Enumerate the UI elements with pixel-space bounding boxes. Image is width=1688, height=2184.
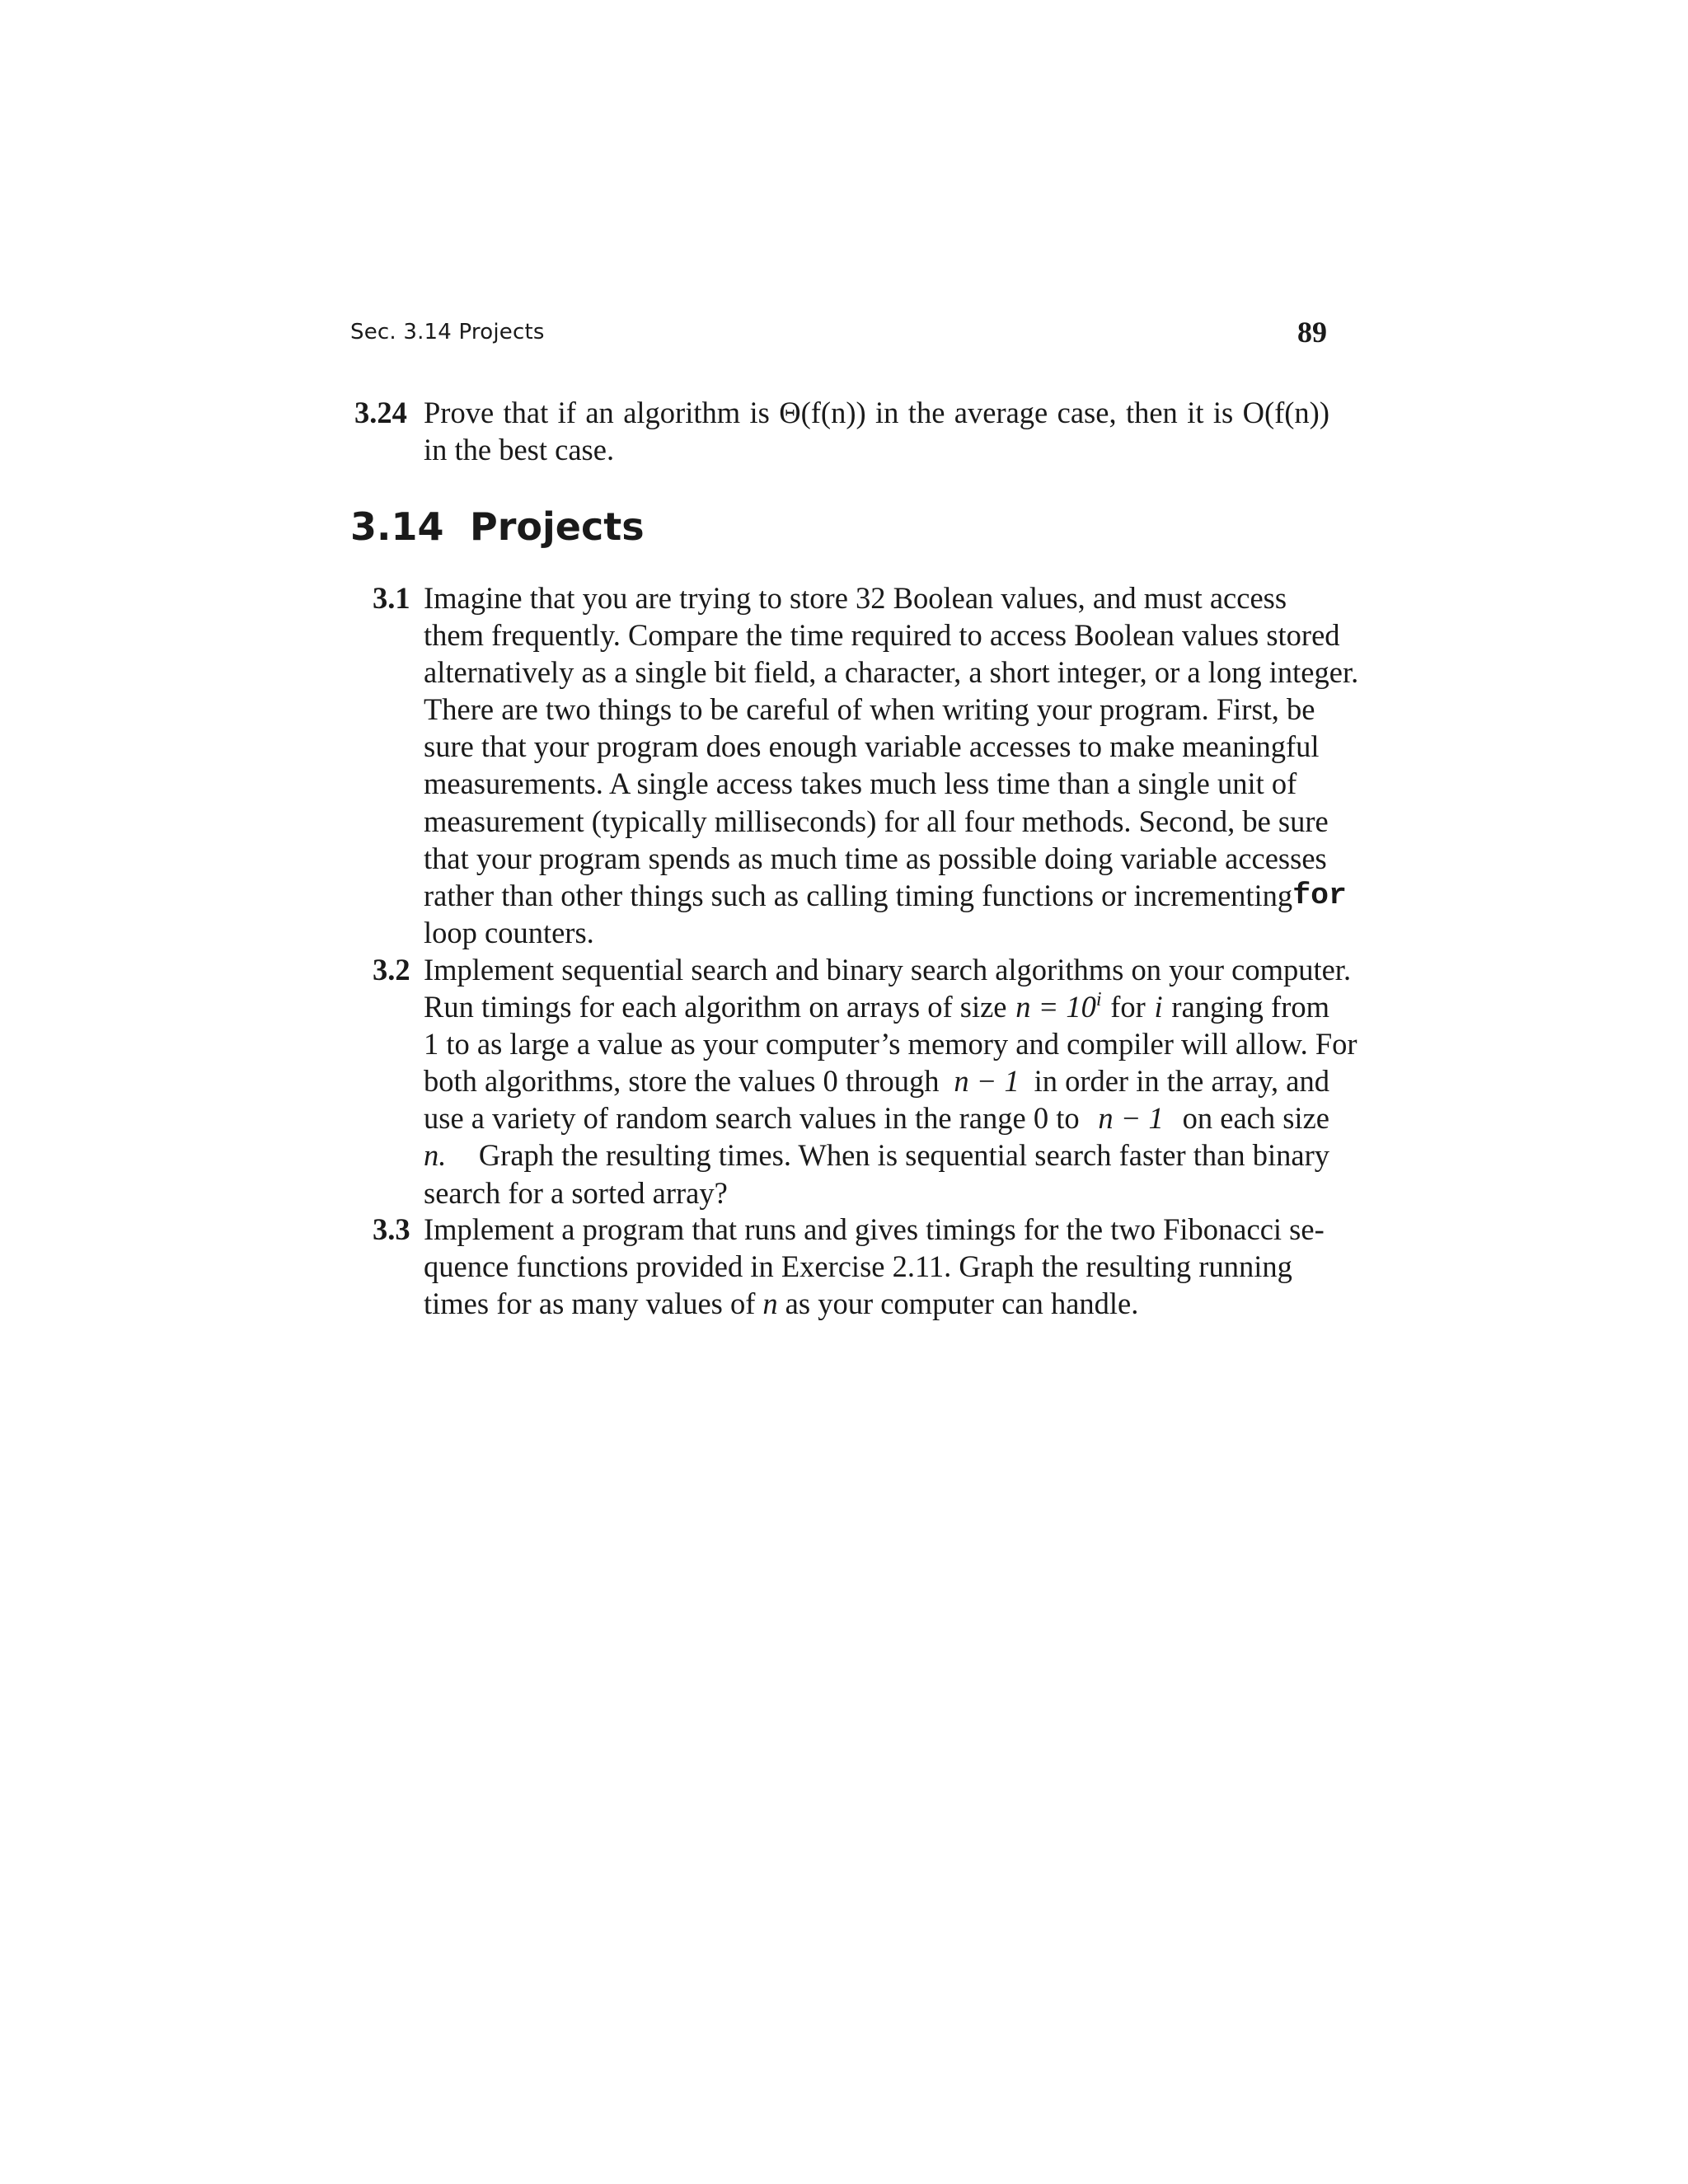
text-line: Prove that if an algorithm is Θ(f(n)) in the average case, then it is O(f(n)) (424, 396, 1329, 429)
text-line (424, 951, 1352, 988)
project-3-3 (354, 1211, 1329, 1322)
text-run: Implement a program that runs and gives timings for the two Fibonacci se- (424, 1212, 1325, 1246)
project-3-1 (354, 579, 1359, 951)
section-heading (350, 504, 645, 549)
page-number: 89 (1297, 316, 1327, 349)
text-run: them frequently. Compare the time required to access Boolean values stored (424, 618, 1340, 653)
text-run: ranging from (1171, 990, 1329, 1024)
text-run: measurement (typically milliseconds) for all four methods. Second, be sure (424, 804, 1329, 838)
project-3-2 (354, 951, 1357, 1212)
text-line: in the best case. (424, 433, 615, 466)
text-run: use a variety of random search values in the range 0 to (424, 1101, 1080, 1136)
text-run: alternatively as a single bit field, a character, a short integer, or a long integer. (424, 655, 1359, 690)
text-line (424, 914, 1329, 951)
text-run: on each size (1182, 1101, 1329, 1136)
text-line (424, 691, 1329, 728)
text-line (424, 765, 1329, 802)
project-text (424, 951, 1357, 1212)
text-line (424, 877, 1347, 914)
text-line (424, 840, 1329, 877)
math-expression: n − 1 (954, 1064, 1020, 1099)
exercise-number: 3.24 (354, 396, 407, 429)
text-run: Imagine that you are trying to store 32 Boolean values, and must access (424, 581, 1287, 615)
text-line (424, 1099, 1329, 1137)
exercise-3-24 (354, 394, 1329, 468)
math-variable: n. (424, 1138, 447, 1173)
project-text (424, 1211, 1329, 1322)
math-exponent: i (1095, 989, 1102, 1011)
text-run: search for a sorted array? (424, 1175, 728, 1210)
section-number: 3.14 (350, 504, 444, 549)
text-run: measurements. A single access takes much less time than a single unit of (424, 766, 1297, 801)
text-line (424, 616, 1340, 654)
text-line (424, 654, 1359, 691)
math-variable: n (762, 1286, 778, 1321)
math-variable: i (1154, 990, 1163, 1024)
code-keyword: for (1292, 878, 1347, 912)
text-line (424, 1062, 1329, 1099)
text-line (424, 1285, 1329, 1322)
project-text (424, 579, 1359, 951)
text-run: for (1110, 990, 1146, 1024)
project-number: 3.3 (373, 1212, 410, 1246)
project-number: 3.1 (373, 581, 410, 615)
text-run: that your program spends as much time as possible doing variable accesses (424, 841, 1327, 875)
text-run: times for as many values of (424, 1286, 756, 1321)
text-line (424, 579, 1329, 616)
text-line (424, 1025, 1357, 1062)
text-run: in order in the array, and (1034, 1064, 1329, 1099)
math-expression: n − 1 (1098, 1101, 1164, 1136)
math-n-equals: n = 10 (1015, 990, 1096, 1024)
text-run: 1 to as large a value as your computer’s memory and compiler will allow. For (424, 1027, 1357, 1062)
text-run: Run timings for each algorithm on arrays of size (424, 990, 1007, 1024)
text-line (424, 728, 1329, 765)
text-run: as your computer can handle. (785, 1286, 1139, 1321)
text-line (424, 1248, 1329, 1285)
project-number: 3.2 (373, 953, 410, 987)
text-line (424, 1137, 1329, 1174)
text-run: rather than other things such as calling timing functions or incrementing (424, 878, 1293, 912)
text-line (424, 1174, 1329, 1212)
exercise-text (424, 394, 1329, 468)
section-title: Projects (470, 504, 645, 549)
math-expression (1015, 988, 1101, 1025)
text-line (424, 1211, 1329, 1248)
text-run: Graph the resulting times. When is sequential search faster than binary (478, 1138, 1329, 1173)
text-run: Implement sequential search and binary search algorithms on your computer. (424, 953, 1352, 987)
text-line (424, 988, 1329, 1025)
text-line (424, 803, 1329, 840)
running-head: Sec. 3.14 Projects (350, 320, 545, 344)
text-run: There are two things to be careful of when writing your program. First, be (424, 692, 1315, 727)
text-run: both algorithms, store the values 0 through (424, 1064, 940, 1099)
text-run: quence functions provided in Exercise 2.11. Graph the resulting running (424, 1249, 1292, 1284)
text-run: sure that your program does enough variable accesses to make meaningful (424, 729, 1320, 764)
text-run: loop counters. (424, 915, 594, 949)
